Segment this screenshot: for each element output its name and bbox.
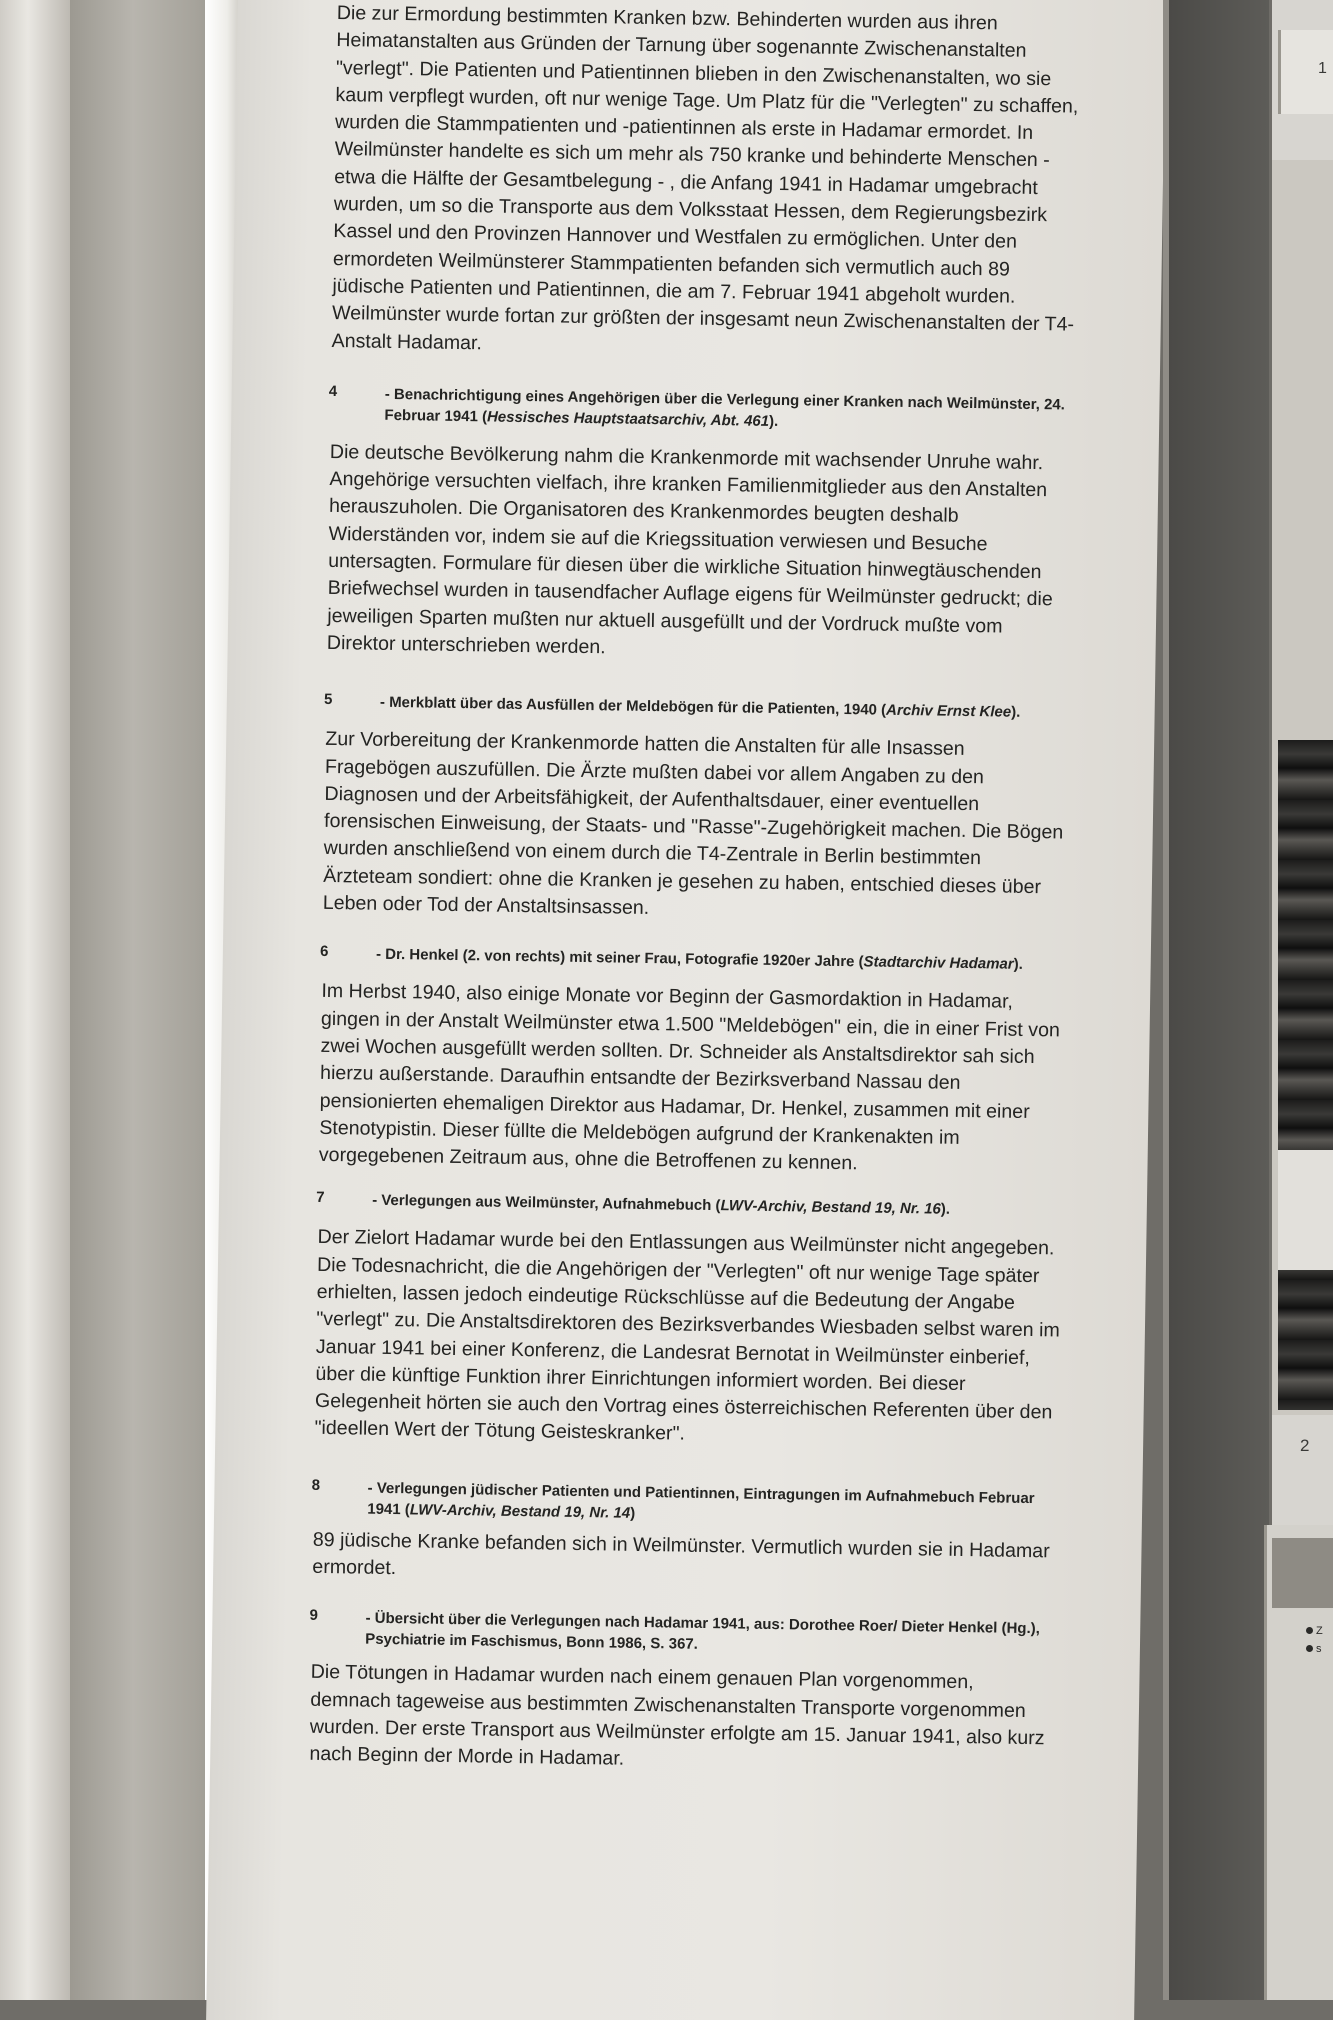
item-text: Im Herbst 1940, also einige Monate vor Beginn der Gasmordaktion in Hadamar, gingen in der Anstalt Weilmünster etwa 1.500 "Meldebögen" ein, die in einer Frist von zwei Wochen ausgefüllt werden sollten. Dr. Schneider als Anstaltsdirektor sah sich hierzu außerstande. Daraufhin entsandte der Bezirksverband Nassau den pensionierten ehemaligen Direktor aus Hadamar, Dr. Henkel, zusammen mit einer Stenotypistin. Dieser füllte die Meldebögen aufgrund der Krankenakten im vorgegebenen Zeitraum aus, ohne die Betroffenen zu kennen. (318, 980, 1061, 1175)
wall-left (0, 0, 70, 2000)
side-photo-light (1278, 1150, 1333, 1270)
caption-item-5 (323, 691, 1071, 929)
item-number: 8 (311, 1476, 321, 1494)
item-text: Die deutsche Bevölkerung nahm die Krankenmorde mit wachsender Unruhe wahr. Angehörige versuchten vielfach, ihre kranken Familienmitglieder aus den Anstalten herauszuholen. Die Organisatoren des Krankenmordes beugten deshalb Widerständen vor, indem sie auf die Kriegssituation verwiesen und Besuche untersagten. Formulare für diesen über die wirkliche Situation hinwegtäuschenden Briefwechsel wurden in tausendfacher Auflage eigens für Weilmünster gedruckt; die jeweiligen Sparten mußten nur aktuell ausgefüllt und der Vordruck mußte vom Direktor unterschrieben werden. (326, 440, 1053, 659)
item-text: Zur Vorbereitung der Krankenmorde hatten die Anstalten für alle Insassen Fragebögen auszufüllen. Die Ärzte mußten dabei vor allem Angaben zu den Diagnosen und der Arbeitsfähigkeit, der Aufenthaltsdauer, einer eventuellen forensischen Einweisung, der Staats- und "Rasse"-Zugehörigkeit machen. Die Bögen wurden anschließend von einem durch die T4-Zentrale in Berlin bestimmten Ärzteteam sondiert: ohne die Kranken je gesehen zu haben, entschied dieses über Leben oder Tod der Anstaltsinsassen. (322, 728, 1064, 920)
caption-item-8 (312, 1477, 1059, 1593)
caption-item-6 (319, 943, 1067, 1181)
item-number: 9 (309, 1607, 319, 1625)
legend-dot-icon (1306, 1645, 1313, 1652)
legend-dot-icon (1306, 1627, 1313, 1634)
item-title: - Verlegungen jüdischer Patienten und Patientinnen, Eintragungen im Aufnahmebuch Februar 1941 (LWV-Archiv, Bestand 19, Nr. 14) (367, 1479, 1035, 1522)
item-number: 5 (323, 691, 333, 709)
panel-edge (1163, 0, 1169, 2000)
side-number-1: 1 (1318, 60, 1327, 77)
side-number-2: 2 (1300, 1436, 1310, 1455)
item-number: 4 (328, 382, 338, 400)
legend-label-a: Z (1316, 1625, 1323, 1637)
item-number: 7 (316, 1189, 325, 1207)
item-text: Die Tötungen in Hadamar wurden nach einem genauen Plan vorgenommen, demnach tageweise aus bestimmten Zwischenanstalten Transporte vorgenommen wurden. Der erste Transport aus Weilmünster erfolgte am 15. Januar 1941, also kurz nach Beginn der Morde in Hadamar. (309, 1661, 1045, 1770)
panel-text (309, 0, 1082, 1780)
item-title: - Benachrichtigung eines Angehörigen über die Verlegung einer Kranken nach Weilmünster, 24. Februar 1941 (Hessisches Hauptstaatsarchiv, Abt. 461). (384, 385, 1066, 430)
item-number: 6 (319, 943, 329, 961)
side-map (1272, 1538, 1333, 1608)
intro-paragraph: Die zur Ermordung bestimmten Kranken bzw. Behinderten wurden aus ihren Heimatanstalten aus Gründen der Tarnung über sogenannte Zwischenanstalten "verlegt". Die Patienten und Patientinnen blieben in den Zwischenanstalten, wo sie kaum verpflegt wurden, oft nur wenige Tage. Um Platz für die "Verlegten" zu schaffen, wurden die Stammpatienten und -patientinnen als erste in Hadamar ermordet. In Weilmünster handelte es sich um mehr als 750 kranke und behinderte Menschen - etwa die Hälfte der Gesamtbelegung - , die Anfang 1941 in Hadamar umgebracht wurden, um so die Transporte aus dem Volksstaat Hessen, dem Regierungsbezirk Kassel und den Provinzen Hannover und Westfalen zu ermöglichen. Unter den ermordeten Weilmünsterer Stammpatienten befanden sich vermutlich auch 89 jüdische Patienten und Patientinnen, die am 7. Februar 1941 abgeholt wurden. Weilmünster wurde fortan zur größten der insgesamt neun Zwischenanstalten der T4-Anstalt Hadamar. (331, 1, 1079, 354)
caption-item-7 (314, 1189, 1063, 1454)
right-board (1169, 0, 1269, 2000)
caption-item-4 (327, 383, 1076, 669)
caption-item-9 (309, 1607, 1056, 1780)
item-text: Der Zielort Hadamar wurde bei den Entlassungen aus Weilmünster nicht angegeben. Die Todesnachricht, die die Angehörigen der "Verlegten" oft nur wenige Tage später erhielten, lassen jedoch eindeutige Rückschlüsse auf die Bedeutung der Angabe "verlegt" zu. Die Anstaltsdirektoren des Bezirksverbandes Wiesbaden selbst waren im Januar 1941 bei einer Konferenz, die Landesrat Bernotat in Weilmünster einberief, über die künftige Funktion ihrer Einrichtungen informiert worden. Bei dieser Gelegenheit hörten sie auch den Vortrag eines österreichischen Referenten über den "ideellen Wert der Tötung Geisteskranker". (314, 1226, 1060, 1446)
item-text: 89 jüdische Kranke befanden sich in Weilmünster. Vermutlich wurden sie in Hadamar ermordet. (312, 1528, 1050, 1580)
side-photo (1278, 740, 1333, 1410)
item-title: - Merkblatt über das Ausfüllen der Meldebögen für die Patienten, 1940 (Archiv Ernst Klee). (379, 693, 1021, 722)
item-title: - Dr. Henkel (2. von rechts) mit seiner Frau, Fotografie 1920er Jahre (Stadtarchiv Hadamar). (375, 946, 1023, 974)
item-title: - Verlegungen aus Weilmünster, Aufnahmebuch (LWV-Archiv, Bestand 19, Nr. 16). (372, 1192, 951, 1219)
item-title: - Übersicht über die Verlegungen nach Hadamar 1941, aus: Dorothee Roer/ Dieter Henkel (Hg.), Psychiatrie im Faschismus, Bonn 1986, S. 367. (365, 1610, 1040, 1654)
legend-label-b: s (1316, 1643, 1322, 1655)
side-legend (1306, 1622, 1323, 1658)
